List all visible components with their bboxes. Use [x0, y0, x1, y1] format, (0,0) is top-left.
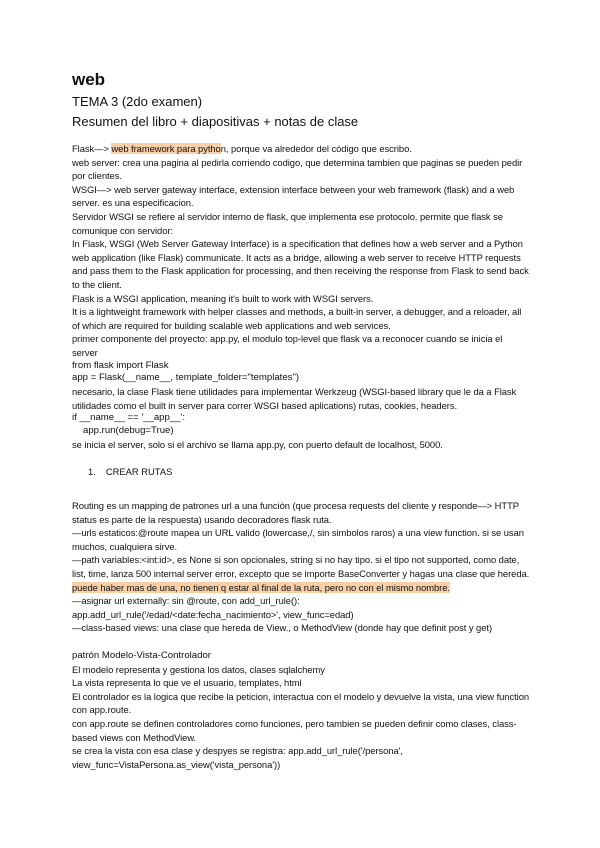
mvc-heading: patrón Modelo-Vista-Controlador — [72, 650, 212, 661]
document-summary: Resumen del libro + diapositivas + notas de clase — [72, 114, 359, 129]
list-item-crear-rutas — [88, 465, 530, 479]
mvc-modelo: El modelo representa y gestiona los datos, clases sqlalchemy — [72, 663, 325, 675]
lightweight-note: It is a lightweight framework with helper classes and methods, a built-in server, a debugger, and a reloader, all of which are required for building scalable web applications and web services. — [72, 306, 522, 331]
path-vars-note — [72, 553, 530, 594]
document-subtitle: TEMA 3 (2do examen) — [72, 94, 203, 109]
code-import: from flask import Flask — [72, 359, 169, 371]
inicia-note: se inicia el server, solo si el archivo se llama app.py, con puerto default de localhost, 5000. — [72, 438, 443, 450]
path-vars-text: —path variables:<int:id>, es None si son opcionales, string si no hay tipo. si el tipo not supported, como date, list, time, lanza 500 internal server error, excepto que se importe BaseConverter y hagas una clase que hereda. — [72, 554, 530, 580]
web-server-note: web server: crea una pagina al pedirla corriendo codigo, que determina tambien que paginas se pueden pedir por clientes. — [72, 156, 523, 182]
flask-prefix: Flask—> — [72, 143, 112, 154]
externally-note: —asignar url externally: sin @route, con add_url_rule(): — [72, 595, 300, 607]
urls-note: —urls estaticos:@route mapea un URL valido (lowercase,/, sin simbolos raros) a una view function. si se usan muchos, cualquiera sirve. — [72, 527, 524, 552]
mvc-vista: La vista representa lo que ve el usuario, templates, html — [72, 677, 302, 689]
code-app-init: app = Flask(__name__, template_folder="templates") — [72, 372, 300, 384]
routing-note: Routing es un mapping de patrones url a una función (que procesa requests del cliente y responde—> HTTP status es parte de la respuesta) usando decoradores flask ruta. — [72, 500, 519, 525]
list-label: CREAR RUTAS — [105, 466, 173, 478]
necesario-note: necesario, la clase Flask tiene utilidades para implementar Werkzeug (WSGI-based library que le da a Flask utilidades como el built in server para correr WSGI based aplications) rutas, cookies, headers. — [72, 386, 517, 411]
flask-is-note: Flask is a WSGI application, meaning it's built to work with WSGI servers. — [72, 292, 374, 304]
wsgi-note: WSGI—> web server gateway interface, extension interface between your web framework (flask) and a web server. es una especificacion. — [72, 183, 515, 209]
class-based-note: —class-based views: una clase que hereda de View., o MethodView (donde hay que definit post y get) — [72, 622, 493, 634]
list-number: 1. — [88, 466, 96, 478]
path-vars-highlight: puede haber mas de una, no tienen q estar al final de la ruta, pero no con el mismo nombre. — [72, 581, 450, 593]
flask-highlight: web framework para pytho — [111, 143, 221, 154]
primer-note: primer componente del proyecto: app.py, el modulo top-level que flask va a reconocer cuando se inicia el server — [72, 333, 503, 358]
servidor-note: Servidor WSGI se refiere al servidor interno de flask, que implementa ese protocolo. permite que flask se comunique con servidor: — [72, 210, 503, 236]
flask-definition — [72, 142, 530, 156]
add-url-code: app.add_url_rule('/edad/<date:fecha_nacimiento>', view_func=edad) — [72, 608, 354, 620]
document-title: web — [72, 70, 106, 89]
mvc-controlador: El controlador es la logica que recibe la peticion, interactua con el modelo y devuelve la vista, una view function con app.route. — [72, 690, 530, 716]
in-flask-note: In Flask, WSGI (Web Server Gateway Interface) is a specification that defines how a web server and a Python web application (like Flask) communicate. It acts as a bridge, allowing a web server to receive HTTP requests and pass them to the Flask application for processing, and then receiving the response from Flask to send back to the client. — [72, 238, 529, 290]
mvc-con-app: con app.route se definen controladores como funciones, pero tambien se pueden definir como clases, class-based views con MethodView. — [72, 717, 517, 743]
code-if-main: if __name__ == '__app__': — [72, 412, 186, 424]
flask-rest: n, porque va alrededor del código que escribo. — [220, 143, 412, 154]
code-app-run: app.run(debug=True) — [83, 425, 174, 437]
mvc-se-crea: se crea la vista con esa clase y despyes se registra: app.add_url_rule('/persona', view_func=VistaPersona.as_view('vista_persona')) — [72, 745, 403, 770]
